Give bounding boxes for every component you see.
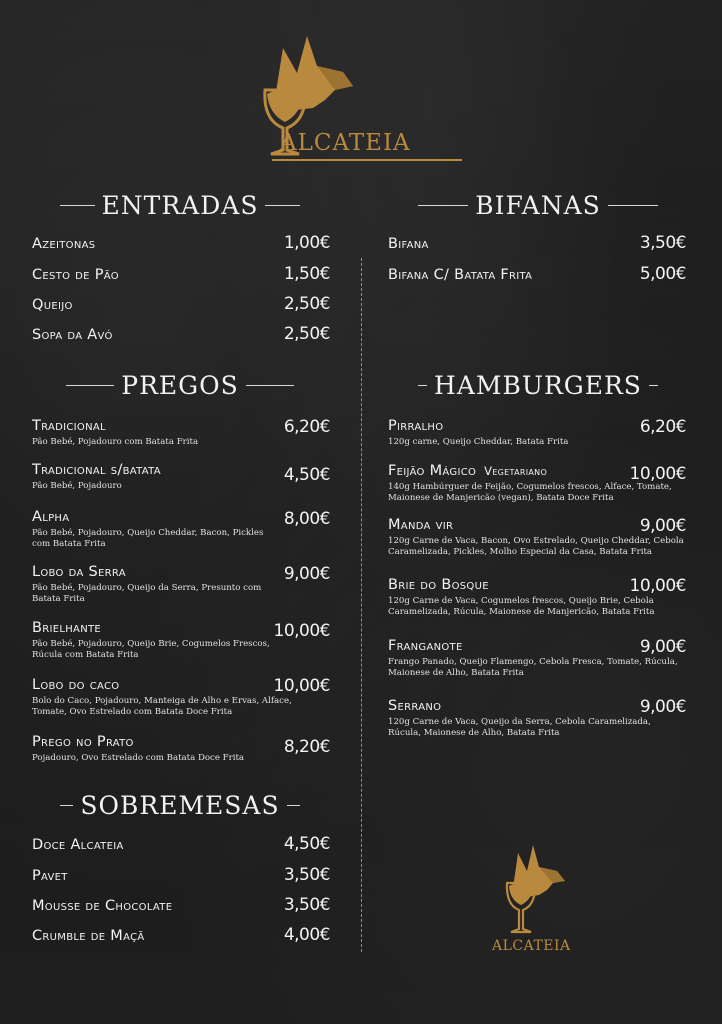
menu-item: Mousse de Chocolate 3,50€ (32, 895, 330, 915)
menu-item: Lobo do caco 10,00€ Bolo do Caco, Pojadouro, Manteiga de Alho e Ervas, Alface, Tomate, Ovo Estrelado com Batata Doce Frita (32, 676, 330, 717)
wolf-wine-glass-icon (505, 843, 580, 943)
menu-item: Brie do Bosque 10,00€ 120g Carne de Vaca, Cogumelos frescos, Queijo Brie, Cebola Caramelizada, Rúcula, Maionese de Manjericão, Batata Frita (388, 576, 686, 617)
menu-item: Prego no Prato 8,20€ Pojadouro, Ovo Estrelado com Batata Doce Frita (32, 734, 330, 763)
menu-item: Serrano 9,00€ 120g Carne de Vaca, Queijo da Serra, Cebola Caramelizada, Rúcula, Maionese de Alho, Batata Frita (388, 697, 686, 738)
menu-item: Pavet 3,50€ (32, 865, 330, 885)
section-title-hamburgers: HAMBURGERS (418, 368, 658, 402)
brand-underline (272, 159, 462, 161)
menu-item: Queijo 2,50€ (32, 294, 330, 314)
section-title-bifanas: BIFANAS (418, 188, 658, 222)
menu-item: Tradicional s/batata 4,50€ Pão Bebé, Pojadouro (32, 462, 330, 491)
menu-item: Lobo da Serra 9,00€ Pão Bebé, Pojadouro, Queijo da Serra, Presunto com Batata Frita (32, 564, 330, 604)
menu-item: Pirralho 6,20€ 120g carne, Queijo Cheddar, Batata Frita (388, 417, 686, 447)
menu-item: Doce Alcateia 4,50€ (32, 834, 330, 854)
brand-name-small: ALCATEIA (492, 938, 571, 954)
column-divider (361, 258, 362, 952)
brand-name: ALCATEIA (280, 130, 411, 156)
section-title-sobremesas: SOBREMESAS (60, 788, 300, 822)
vegetarian-tag: Vegetariano (484, 464, 548, 478)
menu-item: Franganote 9,00€ Frango Panado, Queijo Flamengo, Cebola Fresca, Tomate, Rúcula, Maionese de Alho, Batata Frita (388, 637, 686, 678)
menu-item: Tradicional 6,20€ Pão Bebé, Pojadouro com Batata Frita (32, 417, 330, 447)
menu-item: Alpha 8,00€ Pão Bebé, Pojadouro, Queijo Cheddar, Bacon, Pickles com Batata Frita (32, 509, 330, 549)
menu-item: Crumble de Maçã 4,00€ (32, 925, 330, 945)
menu-item: Brielhante 10,00€ Pão Bebé, Pojadouro, Queijo Brie, Cogumelos Frescos, Rúcula com Batata Frita (32, 620, 330, 660)
section-title-pregos: PREGOS (60, 368, 300, 402)
menu-item: Manda vir 9,00€ 120g Carne de Vaca, Bacon, Ovo Estrelado, Queijo Cheddar, Cebola Caramelizada, Pickles, Molho Especial da Casa, Batata Frita (388, 516, 686, 557)
section-title-entradas: ENTRADAS (60, 188, 300, 222)
menu-item: Bifana 3,50€ (388, 233, 686, 253)
menu-item: Azeitonas 1,00€ (32, 233, 330, 253)
menu-item: Sopa da Avó 2,50€ (32, 324, 330, 344)
menu-item: Cesto de Pão 1,50€ (32, 264, 330, 284)
menu-item: Bifana C/ Batata Frita 5,00€ (388, 264, 686, 284)
menu-item: Feijão Mágico Vegetariano 10,00€ 140g Hambúrguer de Feijão, Cogumelos frescos, Alface, Tomate, Maionese de Manjericão (vegan), Batata Doce Frita (388, 463, 686, 503)
